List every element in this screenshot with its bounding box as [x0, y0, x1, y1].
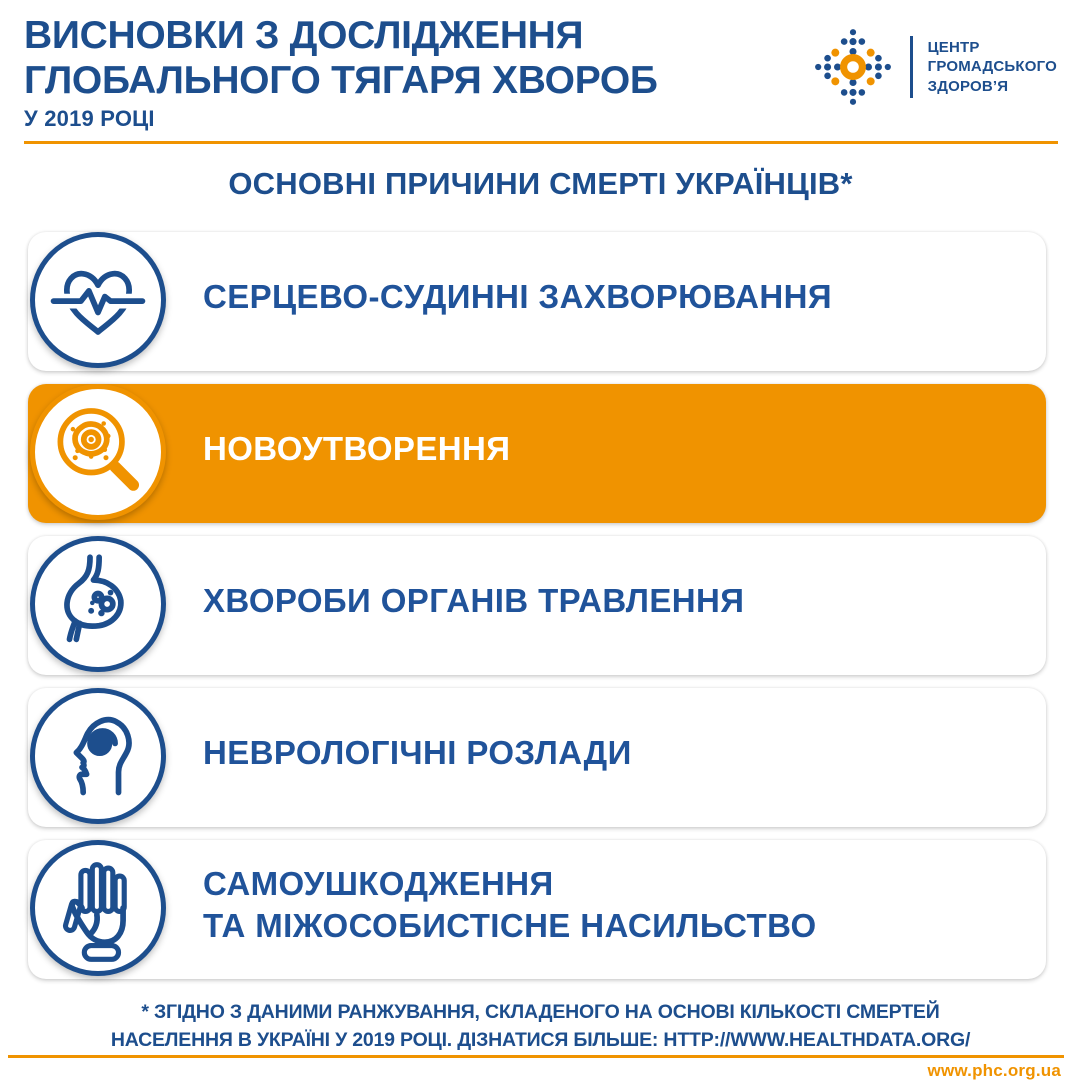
- raised-hand-icon: [30, 840, 166, 976]
- cause-row-cardiovascular: [28, 229, 1046, 371]
- cause-label-line-1: САМОУШКОДЖЕННЯ: [203, 865, 554, 903]
- logo-divider: [910, 36, 913, 98]
- heart-pulse-icon: [30, 232, 166, 368]
- phc-logo-dots-icon: [811, 25, 895, 109]
- org-name: [928, 38, 1057, 97]
- phc-logo: [811, 25, 1057, 109]
- footer-orange-rule: [8, 1055, 1064, 1058]
- cause-label-text: НОВОУТВОРЕННЯ: [203, 430, 511, 468]
- cause-label: [203, 229, 1038, 365]
- head-brain-spiral-icon: [30, 688, 166, 824]
- page-title: [24, 13, 658, 132]
- footnote-line-2[interactable]: НАСЕЛЕННЯ В УКРАЇНІ У 2019 РОЦІ. ДІЗНАТИСЯ БІЛЬШЕ: HTTP://WWW.HEALTHDATA.ORG/: [110, 1029, 971, 1052]
- cause-row-self-harm-violence: [28, 837, 1046, 979]
- cause-label-text: НЕВРОЛОГІЧНІ РОЗЛАДИ: [203, 734, 632, 772]
- section-title: ОСНОВНІ ПРИЧИНИ СМЕРТІ УКРАЇНЦІВ*: [228, 166, 853, 202]
- org-name-line-1: ЦЕНТР: [927, 38, 980, 56]
- cause-label: [203, 685, 1038, 821]
- title-year: У 2019 РОЦІ: [24, 106, 155, 132]
- footnote: [0, 999, 1081, 1054]
- header: [0, 0, 1081, 132]
- cause-label-text: ХВОРОБИ ОРГАНІВ ТРАВЛЕННЯ: [203, 582, 745, 620]
- cause-label: [203, 533, 1038, 669]
- header-orange-rule: [24, 141, 1058, 144]
- cause-row-neurological: [28, 685, 1046, 827]
- org-name-line-2: ГРОМАДСЬКОГО: [927, 58, 1057, 76]
- title-line-1: ВИСНОВКИ З ДОСЛІДЖЕННЯ: [24, 14, 584, 57]
- org-name-line-3: ЗДОРОВ’Я: [927, 77, 1009, 95]
- cause-row-digestive: [28, 533, 1046, 675]
- footnote-line-1: * ЗГІДНО З ДАНИМИ РАНЖУВАННЯ, СКЛАДЕНОГО НА ОСНОВІ КІЛЬКОСТІ СМЕРТЕЙ: [141, 1001, 940, 1024]
- cause-row-neoplasms: [28, 381, 1046, 523]
- cause-label: [203, 837, 1038, 973]
- cancer-cells-magnifier-icon: [30, 384, 166, 520]
- cause-label: [203, 381, 1038, 517]
- causes-list: [0, 229, 1081, 979]
- title-line-2: ГЛОБАЛЬНОГО ТЯГАРЯ ХВОРОБ: [24, 59, 658, 103]
- cause-label-line-2: ТА МІЖОСОБИСТІСНЕ НАСИЛЬСТВО: [203, 907, 817, 945]
- cause-label-text: СЕРЦЕВО-СУДИННІ ЗАХВОРЮВАННЯ: [203, 278, 832, 316]
- website-link[interactable]: www.phc.org.ua: [927, 1061, 1061, 1080]
- stomach-icon: [30, 536, 166, 672]
